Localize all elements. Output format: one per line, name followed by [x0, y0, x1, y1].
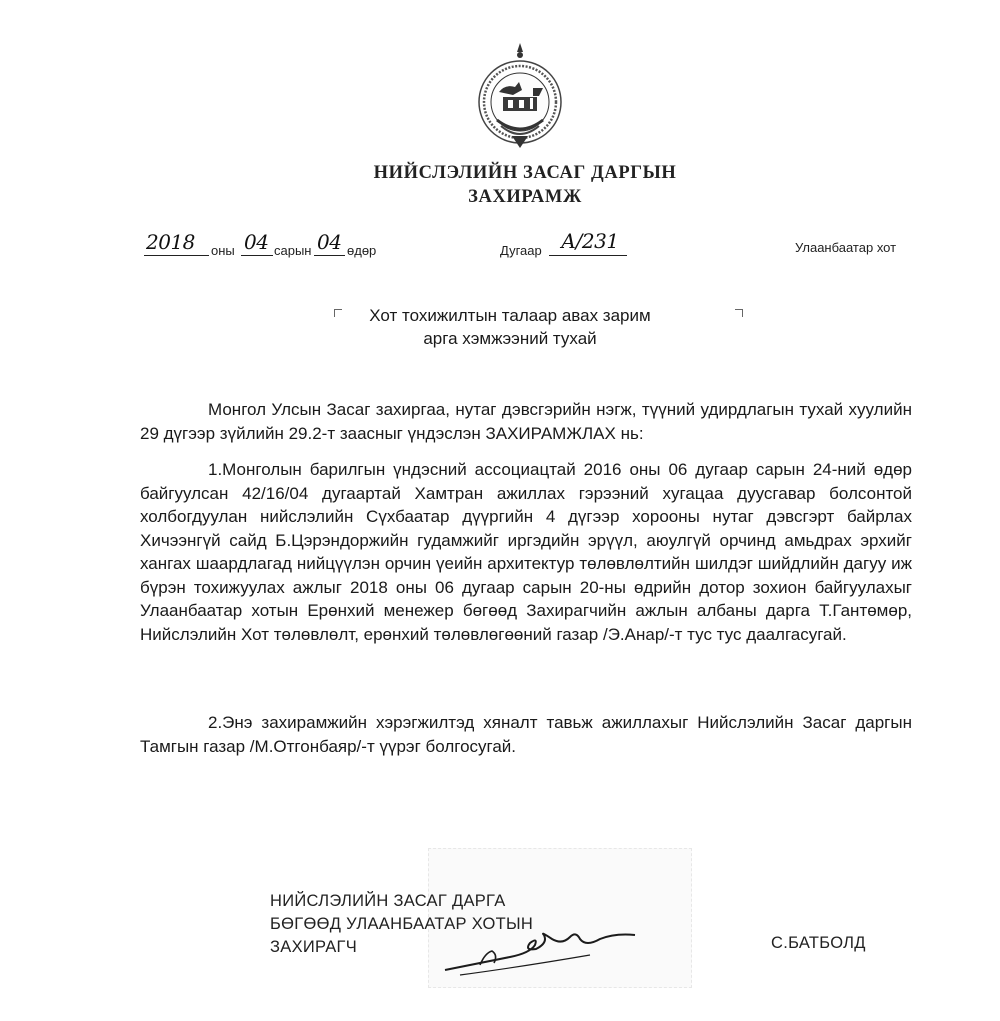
number-label: Дугаар: [500, 243, 542, 258]
signer-title-line3: ЗАХИРАГЧ: [270, 938, 358, 956]
document-type: ЗАХИРАМЖ: [468, 187, 582, 207]
document-title-line1: Хот тохижилтын талаар авах зарим: [369, 306, 651, 325]
date-day: 04: [317, 230, 342, 254]
order-item-1: 1.Монголын барилгын үндэсний ассоциацтай 2016 оны 06 дугаар сарын 24-ний өдөр байгуулсан 42/16/04 дугаартай Хамтран ажиллах гэрээний хугацаа дуусгавар болсонтой холбогдуулан нийслэлийн Сүхбаатар дүүргийн 4 дүгээр хорооны нутаг дэвсгэрт байрлах Хичээнгүй сайд Б.Цэрэндоржийн гудамжийг иргэдийн эрүүл, аюулгүй орчинд амьдрах эрхийг хангах шаардлагад нийцүүлэн орчин үеийн архитектур төлөвлөлтийн шилдэг шийдлийн дагуу иж бүрэн тохижуулах ажлыг 2018 оны 06 дугаар сарын 20-ны өдрийн дотор зохион байгуулахыг Улаанбаатар хотын Ерөнхий менежер бөгөөд Захирагчийн ажлын албаны дарга Т.Гантөмөр, Нийслэлийн Хот төлөвлөлт, ерөнхий төлөвлөгөөний газар /Э.Анар/-т тус тус даалгасугай.: [140, 460, 912, 644]
signer-name: С.БАТБОЛД: [771, 934, 866, 952]
document-title-line2: арга хэмжээний тухай: [423, 329, 597, 348]
place: Улаанбаатар хот: [795, 240, 897, 255]
date-year: 2018: [146, 230, 195, 254]
intro-paragraph: Монгол Улсын Засаг захиргаа, нутаг дэвсгэрийн нэгж, түүний удирдлагын тухай хуулийн 29 дүгээр зүйлийн 29.2-т заасныг үндэслэн ЗАХИРАМЖЛАХ нь:: [140, 400, 912, 443]
date-year-suffix: оны: [211, 243, 235, 258]
handwritten-signature-icon: [440, 915, 640, 985]
document-number: А/231: [561, 229, 619, 253]
signer-title-line2: БӨГӨӨД УЛААНБААТАР ХОТЫН: [270, 915, 534, 933]
organization-name: НИЙСЛЭЛИЙН ЗАСАГ ДАРГЫН: [373, 163, 677, 183]
date-day-suffix: өдөр: [347, 243, 377, 258]
date-month: 04: [244, 230, 269, 254]
signer-title-line1: НИЙСЛЭЛИЙН ЗАСАГ ДАРГА: [270, 892, 506, 910]
order-item-2: 2.Энэ захирамжийн хэрэгжилтэд хяналт тавьж ажиллахыг Нийслэлийн Засаг даргын Тамгын газар /М.Отгонбаяр/-т үүрэг болгосугай.: [140, 713, 912, 756]
date-month-suffix: сарын: [274, 243, 312, 258]
state-emblem-icon: [475, 40, 565, 152]
